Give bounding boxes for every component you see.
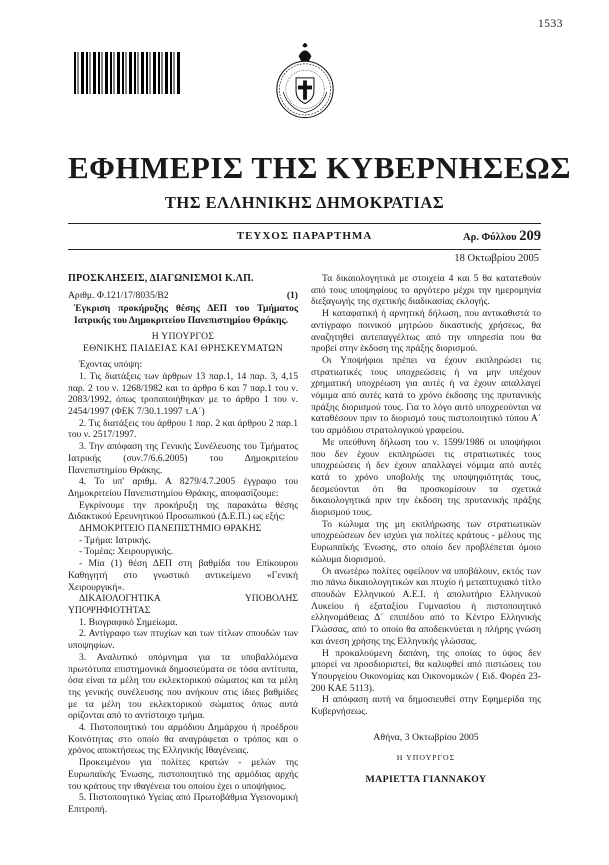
signature-title: Η ΥΠΟΥΡΓΟΣ bbox=[396, 753, 456, 763]
signature-block bbox=[311, 732, 541, 786]
body-paragraph: 1. Τις διατάξεις των άρθρων 13 παρ.1, 14 παρ. 3, 4,15 παρ. 2 του ν. 1268/1982 και το άρθρο 6 και 7 παρ.1 του ν. 2083/1992, όπως τροποποιήθηκαν με το άρθρο 1 του ν. 2454/1997 (ΦΕΚ 7/30.1.1997 τ.Α΄) bbox=[68, 370, 298, 418]
body-paragraph: ΔΙΚΑΙΟΛΟΓΗΤΙΚΑ ΥΠΟΒΟΛΗΣ ΥΠΟΨΗΦΙΟΤΗΤΑΣ bbox=[68, 593, 298, 616]
body-paragraph: Το κώλυμα της μη εκπλήρωσης των στρατιωτικών υποχρεώσεων δεν ισχύει για πολίτες κράτους - μέλους της Ευρωπαϊκής Ένωσης, στο οποίο δεν προβλέπεται όμοιο κώλυμα διορισμού. bbox=[311, 518, 541, 565]
body-paragraph: 4. Πιστοποιητικό του αρμόδιου Δημάρχου ή προέδρου Κοινότητας στο οποίο θα αναγράφεται ο τρόπος και ο χρόνος αποκτήσεως της Ελληνικής Ιθαγένειας. bbox=[68, 722, 298, 757]
issue-type: ΤΕΥΧΟΣ ΠΑΡΑΡΤΗΜΑ bbox=[236, 230, 373, 242]
issue-date: 18 Οκτωβρίου 2005 bbox=[454, 253, 539, 264]
reference-number: Αριθμ. Φ.121/17/8035/Β2 bbox=[68, 289, 169, 301]
issue-number-label: Αρ. Φύλλου bbox=[463, 232, 517, 243]
reference-row bbox=[68, 290, 298, 302]
signature-name: ΜΑΡΙΕΤΤΑ ΓΙΑΝΝΑΚΟΥ bbox=[365, 774, 487, 786]
body-paragraph: 2. Τις διατάξεις του άρθρου 1 παρ. 2 και άρθρου 2 παρ.1 του ν. 2517/1997. bbox=[68, 417, 298, 441]
right-column bbox=[311, 273, 541, 816]
body-paragraph: 3. Αναλυτικό υπόμνημα για τα υποβαλλόμενα πρωτότυπα επιστημονικά δημοσιεύματα σε τόσα αντίτυπα, όσα είναι τα μέλη του εκλεκτορικού σώματος και τα μέλη της γενικής συνέλευσης που ανήκουν στις ίδιες βαθμίδες με τα μέλη του εκλεκτορικού σώματος όπως αυτά ορίζονται από το αντίστοιχο τμήμα. bbox=[68, 651, 298, 722]
issue-number bbox=[463, 228, 541, 245]
body-paragraph: 4. Το υπ' αριθμ. Α 8279/4.7.2005 έγγραφο του Δημοκριτείου Πανεπιστημίου Θράκης, αποφασίζουμε: bbox=[68, 476, 298, 499]
decision-index: (1) bbox=[286, 289, 298, 301]
body-paragraph: Τα δικαιολογητικά με στοιχεία 4 και 5 θα κατατεθούν από τους υποψηφίους το αργότερο μέχρι την ημερομηνία διεξαγωγής της σχετικής διαδικασίας εκλογής. bbox=[311, 273, 541, 308]
body-paragraph: 2. Αντίγραφο των πτυχίων και των τίτλων σπουδών των υποψηφίων. bbox=[68, 628, 298, 652]
gazette-title: ΕΦΗΜΕΡΙΣ ΤΗΣ ΚΥΒΕΡΝΗΣΕΩΣ bbox=[68, 150, 572, 185]
left-column bbox=[68, 273, 298, 816]
section-heading: ΠΡΟΣΚΛΗΣΕΙΣ, ΔΙΑΓΩΝΙΣΜΟΙ Κ.ΛΠ. bbox=[68, 273, 254, 284]
body-paragraph: 5. Πιστοποιητικό Υγείας από Πρωτοβάθμια Υγειονομική Επιτροπή. bbox=[68, 792, 298, 815]
issue-number-value: 209 bbox=[519, 228, 541, 244]
body-paragraph: Με υπεύθυνη δήλωση του ν. 1599/1986 οι υποψήφιοι που δεν έχουν εκπληρώσει τις στρατιωτικές τους υποχρεώσεις ή δεν έχουν απαλλαγεί νόμιμα από αυτές κατά το χρόνο υποβολής της υποψηφιότητάς τους, δεσμεύονται ότι θα προσκομίσουν τα σχετικά δικαιολογητικά πριν την έκδοση της πρυτανικής πράξης διορισμού τους. bbox=[311, 436, 541, 519]
issue-row bbox=[68, 226, 541, 247]
body-paragraph: Οι Υποψήφιοι πρέπει να έχουν εκπληρώσει τις στρατιωτικές τους υποχρεώσεις ή να μην υπέχουν χρηματική υποχρέωση για αυτές ή να έχουν απαλλαγεί νόμιμα από αυτές κατά το χρόνο έκδοσης της πρυτανικής πράξης διορισμού τους. Για το λόγο αυτό υποχρεούνται να καταθέσουν πριν το διορισμό τους πιστοποιητικό τύπου Α΄ του αρμόδιου στρατολογικού γραφείου. bbox=[311, 354, 541, 437]
masthead-art bbox=[68, 0, 541, 150]
body-paragraph: Η καταφατική ή αρνητική δήλωση, που αντικαθιστά το αντίγραφο ποινικού μητρώου δικαστικής χρήσεως, θα αναζητηθεί αυτεπαγγέλτως από την υπηρεσία που θα προβεί στην έκδοση της πράξης διορισμού. bbox=[311, 308, 541, 355]
signature-place-date: Αθήνα, 3 Οκτωβρίου 2005 bbox=[373, 731, 479, 743]
greek-national-emblem-icon bbox=[273, 38, 337, 128]
body-paragraph: - Τμήμα: Ιατρικής. bbox=[79, 534, 151, 546]
body-paragraph: 1. Βιογραφικό Σημείωμα. bbox=[79, 616, 178, 628]
body-paragraph: ΔΗΜΟΚΡΙΤΕΙΟ ΠΑΝΕΠΙΣΤΗΜΙΟ ΘΡΑΚΗΣ bbox=[79, 523, 262, 535]
body-paragraph: 3. Την απόφαση της Γενικής Συνέλευσης του Τμήματος Ιατρικής (συν.7/6.6.2005) του Δημοκριτείου Πανεπιστημίου Θράκης. bbox=[68, 441, 298, 476]
authority-line: ΕΘΝΙΚΗΣ ΠΑΙΔΕΙΑΣ ΚΑΙ ΘΡΗΣΚΕΥΜΑΤΩΝ bbox=[83, 342, 283, 354]
page-number: 1533 bbox=[538, 18, 563, 30]
authority-line: Η ΥΠΟΥΡΓΟΣ bbox=[151, 330, 215, 342]
body-paragraph: Έχοντας υπόψη: bbox=[79, 359, 142, 371]
body-paragraph: Εγκρίνουμε την προκήρυξη της παρακάτω θέσης Διδακτικού Ερευνητικού Προσωπικού (Δ.Ε.Π.) ως εξής: bbox=[68, 499, 298, 523]
body-columns bbox=[68, 273, 541, 816]
divider-top bbox=[68, 223, 541, 224]
body-paragraph: Η απόφαση αυτή να δημοσιευθεί στην Εφημερίδα της Κυβερνήσεως. bbox=[311, 694, 541, 718]
body-paragraph: - Μία (1) θέση ΔΕΠ στη βαθμίδα του Επίκουρου Καθηγητή στο γνωστικό αντικείμενο «Γενική Χειρουργική». bbox=[68, 558, 298, 593]
body-paragraph: Προκειμένου για πολίτες κρατών - μελών της Ευρωπαϊκής Ένωσης, πιστοποιητικό της αρμόδιας αρχής του κράτους την ιθαγένεια του οποίου έχει ο υποψήφιος. bbox=[68, 757, 298, 792]
body-paragraph: - Τομέας: Χειρουργικής. bbox=[79, 546, 174, 558]
decision-title: Έγκριση προκήρυξης θέσης ΔΕΠ του Τμήματος Ιατρικής του Δημοκριτείου Πανεπιστημίου Θράκης. bbox=[74, 303, 298, 327]
barcode bbox=[74, 52, 180, 94]
body-paragraph: Οι ανωτέρω πολίτες οφείλουν να υποβάλουν, εκτός των πιο πάνω δικαιολογητικών και πτυχίο ή μεταπτυχιακό τίτλο σπουδών Ελληνικού Α.Ε.Ι. ή απολυτήριο Ελληνικού Λυκείου ή εξαταξίου Γυμνασίου ή πιστοποιητικό ελληνομάθειας Δ΄ επιπέδου από το Κέντρο Ελληνικής Γλώσσας, από το οποίο θα αποδεικνύεται η πλήρης γνώση και άνεση χρήσης της Ελληνικής γλώσσας. bbox=[311, 565, 541, 647]
body-paragraph: Η προκαλούμενη δαπάνη, της οποίας το ύψος δεν μπορεί να προσδιοριστεί, θα καλυφθεί από πιστώσεις του Υπουργείου Οικονομίας και Οικονομικών ( Ειδ. Φορέα 23-200 ΚΑΕ 5113). bbox=[311, 647, 541, 694]
gazette-subtitle: ΤΗΣ ΕΛΛΗΝΙΚΗΣ ΔΗΜΟΚΡΑΤΙΑΣ bbox=[164, 193, 445, 212]
